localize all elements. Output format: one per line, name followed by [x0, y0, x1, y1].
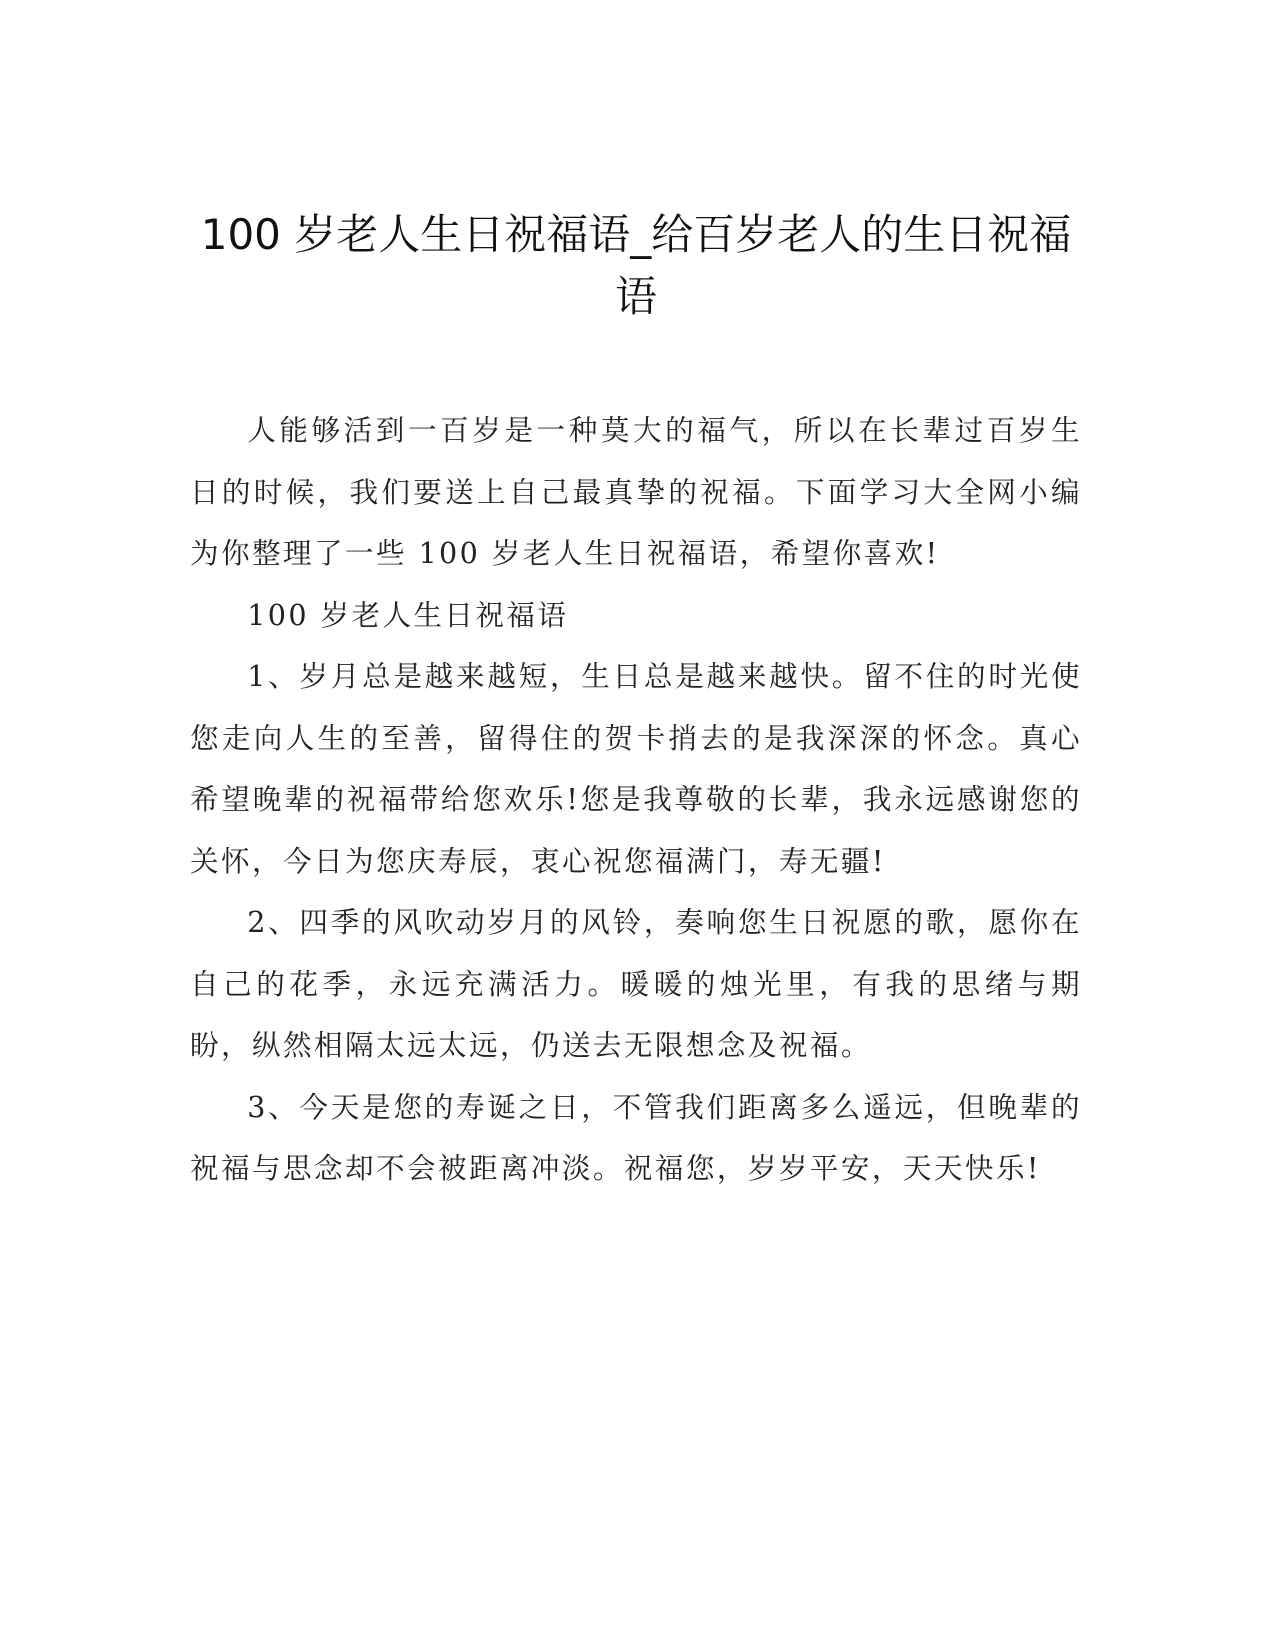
blessing-paragraph-3: 3、今天是您的寿诞之日，不管我们距离多么遥远，但晚辈的祝福与思念却不会被距离冲淡。祝福您，岁岁平安，天天快乐! — [190, 1089, 1082, 1185]
document-body — [190, 400, 1082, 1200]
document-title: 100 岁老人生日祝福语_给百岁老人的生日祝福语 — [200, 210, 1072, 321]
intro-paragraph: 人能够活到一百岁是一种莫大的福气，所以在长辈过百岁生日的时候，我们要送上自己最真挚的祝福。下面学习大全网小编为你整理了一些 100 岁老人生日祝福语，希望你喜欢! — [190, 413, 1082, 570]
blessing-paragraph-1: 1、岁月总是越来越短，生日总是越来越快。留不住的时光使您走向人生的至善，留得住的贺卡捎去的是我深深的怀念。真心希望晚辈的祝福带给您欢乐!您是我尊敬的长辈，我永远感谢您的关怀，今日为您庆寿辰，衷心祝您福满门，寿无疆! — [190, 659, 1082, 878]
section-heading: 100 岁老人生日祝福语 — [247, 597, 569, 632]
blessing-paragraph-2: 2、四季的风吹动岁月的风铃，奏响您生日祝愿的歌，愿你在自己的花季，永远充满活力。暖暖的烛光里，有我的思绪与期盼，纵然相隔太远太远，仍送去无限想念及祝福。 — [190, 905, 1082, 1062]
